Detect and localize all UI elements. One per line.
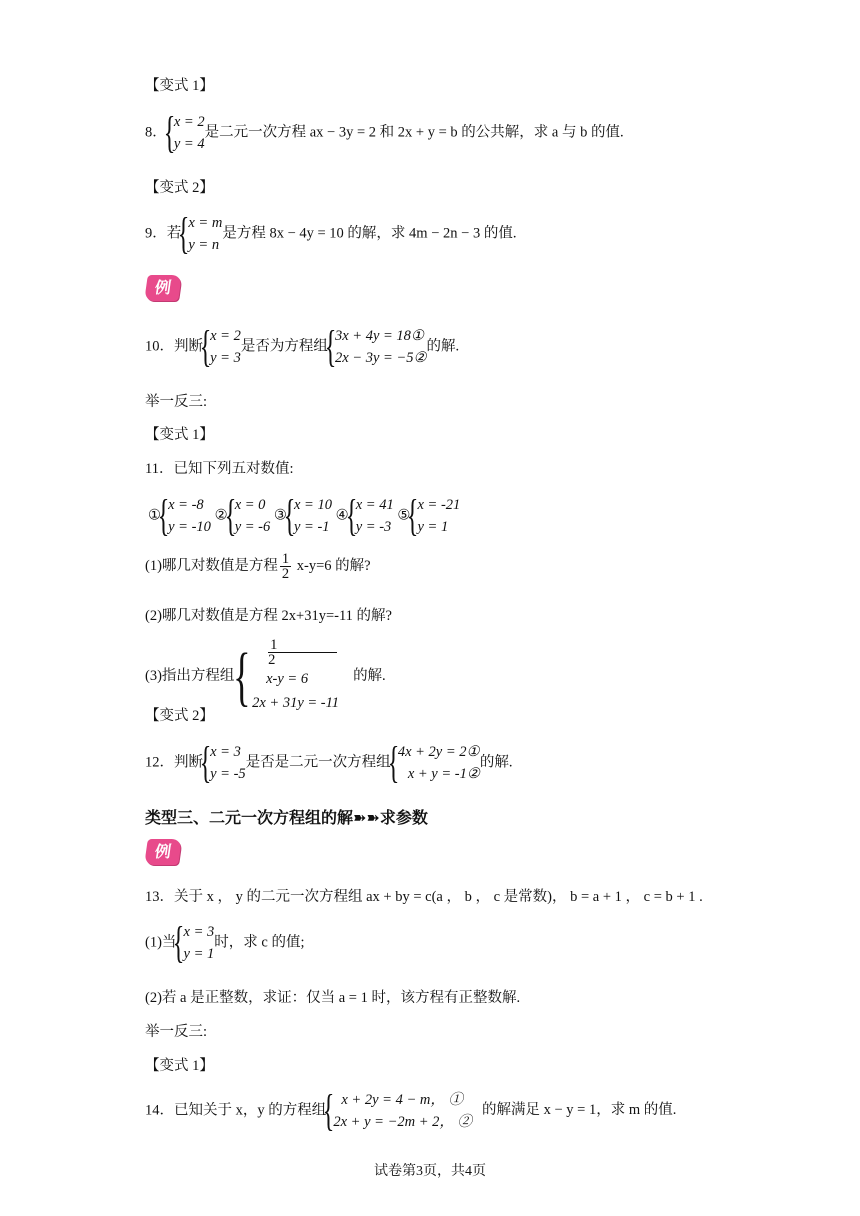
section-label-variant-1: 【变式 1】 [145,1058,214,1074]
fraction-one-half [268,638,337,667]
question-8 [145,108,624,158]
question-11-part-1 [145,552,371,581]
question-12-system: { 4x + 2y = 2① x + y = -1② [387,738,480,788]
system-row: x = 3 [210,744,241,760]
system-row: x = 41 [355,497,394,513]
part-1-lead: (1)当 [145,934,177,951]
system-row: x = -21 [417,497,461,513]
question-14-tail: 的解满足 x − y = 1，求 m 的值. [481,1102,677,1119]
question-14 [145,1086,677,1136]
question-9-system: { x = m y = n [178,209,223,259]
question-10-tail: 的解. [426,338,460,355]
question-13-part-1 [145,918,305,968]
system-row: x = 0 [234,497,266,513]
fraction-one-half [280,552,291,581]
section-label-variant-2: 【变式 2】 [145,180,214,196]
type-3-heading: 类型三、二元一次方程组的解➽➽求参数 [145,810,428,827]
question-12-number: 12．判断 [145,754,203,771]
pair-system: { x = -8 y = -10 [157,491,211,541]
question-12 [145,738,513,788]
part-3-system: { 1 2 x-y = 6 2x + 31y = -11 [234,638,339,715]
system-row: y = -3 [355,519,392,535]
example-badge-icon: 例 [144,275,182,301]
system-row: y = -1 [294,519,330,535]
system-row: y = -10 [168,519,211,535]
question-14-system: { x + 2y = 4 − m， ① 2x + y = −2m + 2， ② [323,1086,472,1136]
question-14-number: 14．已知关于 x，y 的方程组 [145,1102,327,1119]
system-row: 2x − 3y = −5② [334,350,427,366]
question-10-mid: 是否为方程组 [240,338,328,355]
question-10-number: 10．判断 [145,338,203,355]
fraction-numerator: 1 [281,551,290,567]
fraction-denominator: 2 [281,566,290,582]
question-11-intro: 11．已知下列五对数值: [145,461,294,477]
system-row: y = 1 [183,946,215,962]
pair-mark: ⑤ [397,507,411,524]
question-13: 13．关于 x ， y 的二元一次方程组 ax + by = c(a ， b ， c 是常数)， b = a + 1 ， c = b + 1 . [145,889,703,905]
part-3-lead: (3)指出方程组 [145,667,235,684]
question-10 [145,322,460,372]
pair-mark: ③ [273,507,287,524]
system-row: x = 10 [294,497,332,513]
page-footer: 试卷第3页，共4页 [374,1164,486,1179]
system-row: x + 2y = 4 − m， ① [341,1092,463,1108]
practice-label: 举一反三: [145,1024,208,1040]
practice-label: 举一反三: [145,394,208,410]
section-label-variant-2: 【变式 2】 [145,708,214,724]
fraction-numerator: 1 [268,638,337,653]
question-8-system: { x = 2 y = 4 [163,108,205,158]
question-12-tail: 的解. [479,754,513,771]
pair-mark: ① [148,507,161,524]
part-3-tail: 的解. [353,667,386,684]
section-label-variant-1: 【变式 1】 [145,427,214,443]
question-13-part-2: (2)若 a 是正整数，求证：仅当 a = 1 时，该方程有正整数解. [145,990,521,1006]
system-row: 3x + 4y = 18① [334,328,424,344]
pair-system: { x = 41 y = -3 [345,491,394,541]
system-row: 2x + y = −2m + 2， ② [333,1114,472,1130]
question-12-mid: 是否是二元一次方程组 [245,754,391,771]
part-1-tail: 时，求 c 的值; [214,934,305,951]
part-1-lead: (1)哪几对数值是方程 [145,557,278,574]
question-11-part-2: (2)哪几对数值是方程 2x+31y=-11 的解? [145,608,392,624]
question-12-candidate: { x = 3 y = -5 [199,738,246,788]
example-badge-icon: 例 [144,839,182,865]
system-row: x = 3 [183,924,215,940]
system-row: 2x + 31y = -11 [252,695,340,711]
system-row: x = 2 [173,114,205,130]
system-row: x = 2 [210,328,241,344]
pair-system: { x = 0 y = -6 [224,491,271,541]
system-row [252,638,339,691]
system-row: y = 1 [417,519,449,535]
question-11-pairs [148,491,461,541]
pair-system: { x = -21 y = 1 [407,491,461,541]
system-row-tail: x-y = 6 [266,671,309,687]
pair-system: { x = 10 y = -1 [283,491,332,541]
question-10-candidate: { x = 2 y = 3 [199,322,241,372]
system-row: y = -5 [210,766,246,782]
system-row: y = n [188,237,220,253]
question-9 [145,209,517,259]
pair-mark: ② [214,507,228,524]
question-9-number: 9．若 [145,225,182,242]
system-row: y = 3 [210,350,241,366]
system-row: x = -8 [168,497,204,513]
part-1-system: { x = 3 y = 1 [173,918,215,968]
section-label-variant-1: 【变式 1】 [145,78,214,94]
question-10-system: { 3x + 4y = 18① 2x − 3y = −5② [324,322,427,372]
pair-mark: ④ [335,507,349,524]
part-1-tail: x-y=6 的解? [293,557,371,574]
question-8-text: 是二元一次方程 ax − 3y = 2 和 2x + y = b 的公共解，求 a 与 b 的值. [204,124,624,141]
fraction-denominator: 2 [268,652,276,668]
system-row: x + y = -1② [407,766,480,782]
system-row: 4x + 2y = 2① [397,744,480,760]
question-8-number: 8． [145,124,167,141]
question-9-text: 是方程 8x − 4y = 10 的解，求 4m − 2n − 3 的值. [222,225,517,242]
system-row: y = -6 [234,519,271,535]
system-row: y = 4 [173,136,205,152]
system-row: x = m [188,215,223,231]
